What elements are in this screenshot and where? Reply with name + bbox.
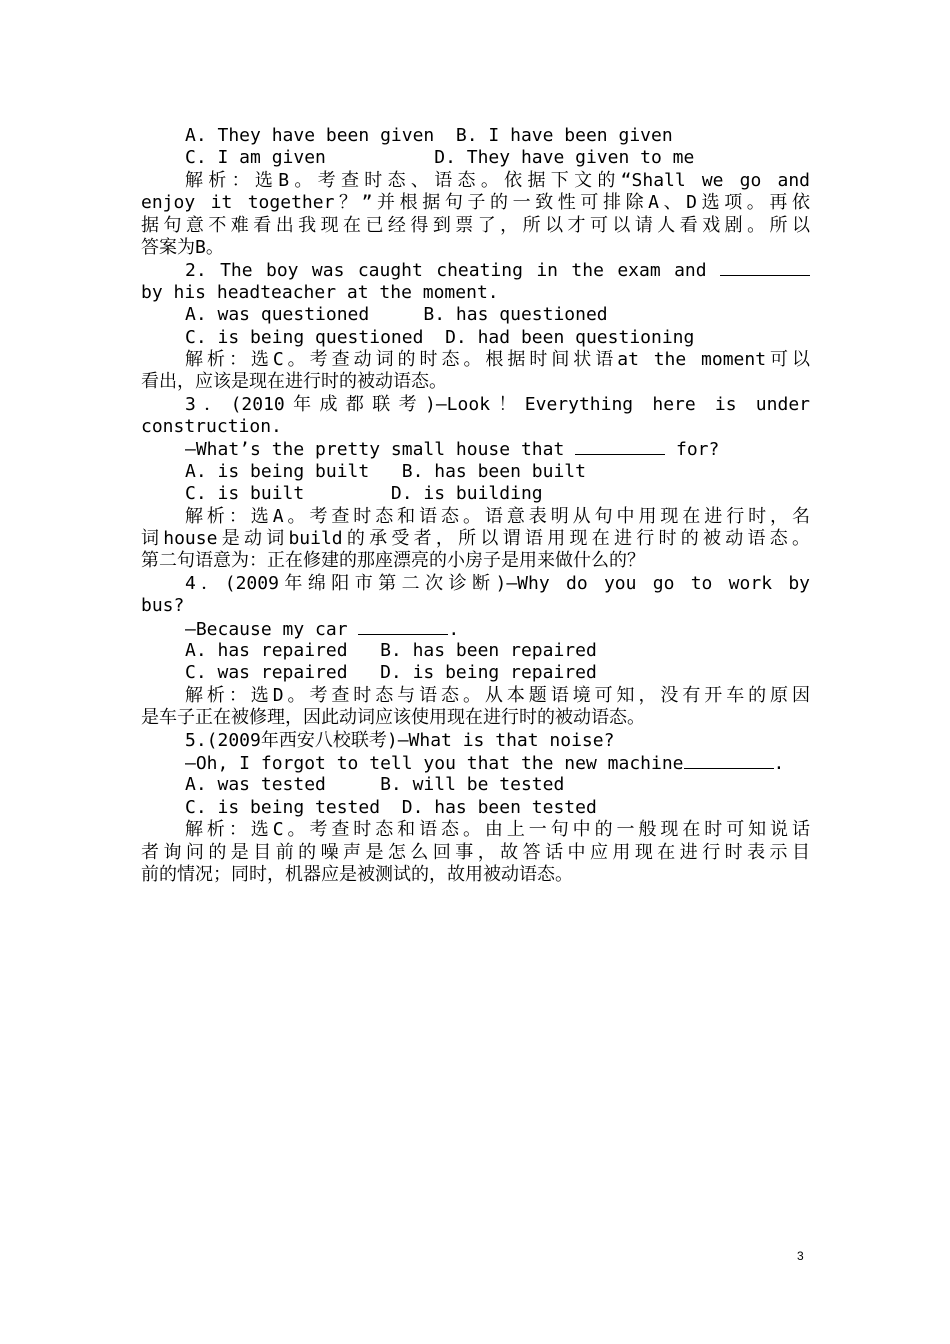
document-body bbox=[141, 125, 810, 886]
option-line: C. is being questioned D. had been questioning bbox=[185, 326, 695, 348]
question-text: —Because my car bbox=[185, 618, 348, 640]
explanation-line: 看出，应该是现在进行时的被动语态。 bbox=[141, 371, 447, 393]
explanation-line: 词house是动词build的承受者，所以谓语用现在进行时的被动语态。 bbox=[141, 528, 810, 550]
explanation-line: 第二句语意为：正在修建的那座漂亮的小房子是用来做什么的？ bbox=[141, 550, 645, 572]
explanation-line: 据句意不难看出我现在已经得到票了，所以才可以请人看戏剧。所以 bbox=[141, 214, 810, 236]
question-line: 4．(2009年绵阳市第二次诊断)—Why do you go to work by bbox=[185, 572, 810, 594]
question-line bbox=[141, 618, 810, 640]
explanation-line: 解析：选C。考查时态和语态。由上一句中的一般现在时可知说话 bbox=[185, 819, 810, 841]
question-line: 3．(2010年成都联考)—Look！Everything here is under bbox=[185, 393, 810, 415]
explanation-line: 前的情况；同时，机器应是被测试的，故用被动语态。 bbox=[141, 863, 573, 885]
question-text: 2. The boy was caught cheating in the exam and bbox=[185, 260, 707, 282]
explanation-line: 者询问的是目前的噪声是怎么回事，故答话中应用现在进行时表示目 bbox=[141, 841, 810, 863]
answer-blank bbox=[684, 752, 774, 769]
explanation-line: 解析：选C。考查动词的时态。根据时间状语at the moment可以 bbox=[185, 348, 810, 370]
question-line bbox=[141, 752, 810, 774]
option-line: C. I am given D. They have given to me bbox=[185, 147, 695, 169]
question-line: construction. bbox=[141, 416, 282, 438]
explanation-line: 解析：选A。考查时态和语态。语意表明从句中用现在进行时，名 bbox=[185, 505, 810, 527]
explanation-line: 解析：选B。考查时态、语态。依据下文的“Shall we go and bbox=[185, 169, 810, 191]
question-text: . bbox=[773, 752, 785, 774]
question-line bbox=[141, 438, 810, 460]
explanation-line: 是车子正在被修理，因此动词应该使用现在进行时的被动语态。 bbox=[141, 707, 645, 729]
question-text: . bbox=[448, 618, 460, 640]
explanation-line: 答案为B。 bbox=[141, 236, 224, 258]
question-text: —Oh, I forgot to tell you that the new machine bbox=[185, 752, 684, 774]
explanation-line: enjoy it together？”并根据句子的一致性可排除A、D选项。再依 bbox=[141, 192, 810, 214]
option-line: A. is being built B. has been built bbox=[185, 460, 586, 482]
option-line: A. was tested B. will be tested bbox=[185, 774, 565, 796]
question-text: —What’s the pretty small house that bbox=[185, 439, 565, 461]
option-line: C. is built D. is building bbox=[185, 483, 543, 505]
option-line: A. They have been given B. I have been given bbox=[185, 125, 673, 146]
answer-blank bbox=[358, 618, 448, 635]
question-text: for? bbox=[675, 439, 720, 461]
page-number: 3 bbox=[797, 1249, 804, 1263]
question-line: 5.(2009年西安八校联考)—What is that noise? bbox=[185, 729, 615, 751]
answer-blank bbox=[575, 438, 665, 455]
option-line: C. is being tested D. has been tested bbox=[185, 796, 597, 818]
answer-blank bbox=[720, 259, 810, 276]
question-line bbox=[141, 259, 810, 281]
option-line: A. has repaired B. has been repaired bbox=[185, 639, 597, 661]
explanation-line: 解析：选D。考查时态与语态。从本题语境可知，没有开车的原因 bbox=[185, 684, 810, 706]
question-line: by his headteacher at the moment. bbox=[141, 281, 499, 303]
option-line: C. was repaired D. is being repaired bbox=[185, 662, 597, 684]
question-line: bus? bbox=[141, 595, 185, 617]
option-line: A. was questioned B. has questioned bbox=[185, 304, 608, 326]
